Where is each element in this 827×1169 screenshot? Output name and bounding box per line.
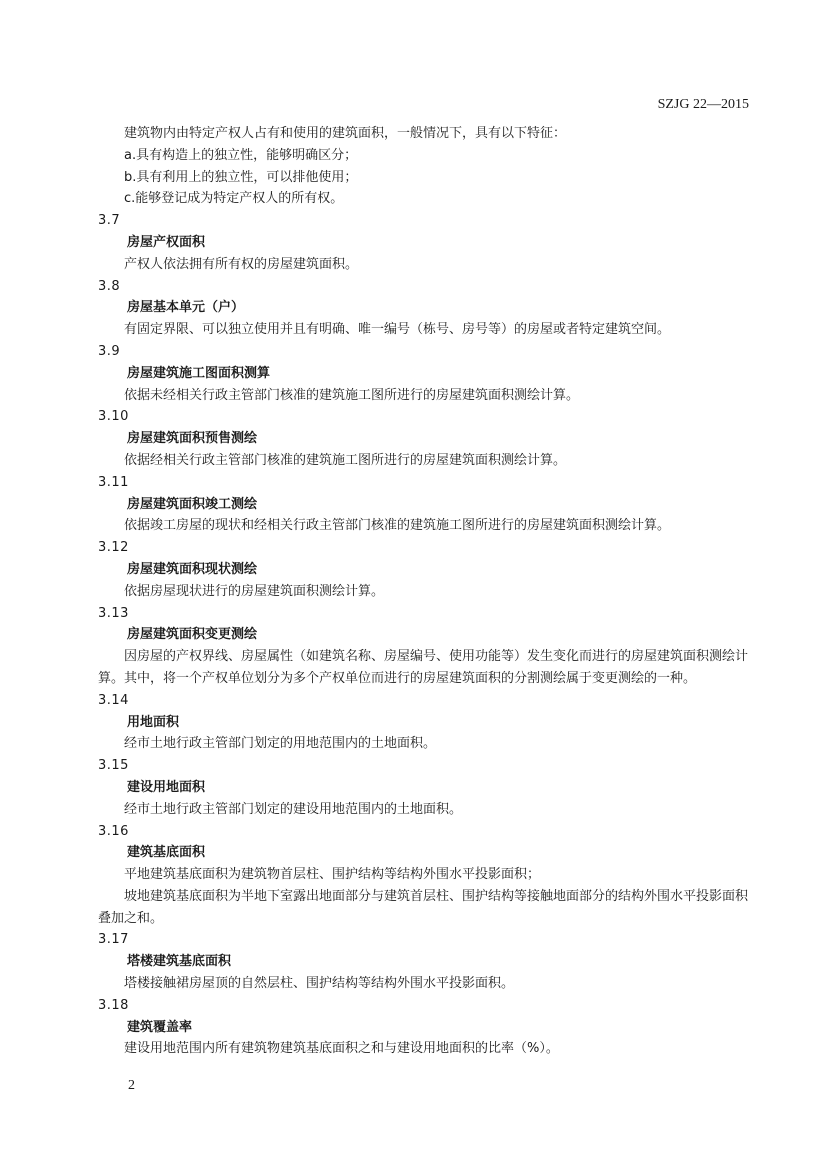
standard-code: SZJG 22—2015 — [657, 97, 749, 112]
section-definition: 建设用地范围内所有建筑物建筑基底面积之和与建设用地面积的比率（%）。 — [124, 1041, 559, 1057]
section-definition: 塔楼接触裙房屋顶的自然层柱、围护结构等结构外围水平投影面积。 — [124, 976, 515, 992]
section-title: 建筑基底面积 — [127, 845, 206, 861]
section-number: 3.7 — [98, 213, 121, 229]
section-title: 房屋产权面积 — [127, 234, 206, 250]
section-3-12 — [98, 537, 753, 602]
section-title: 房屋建筑面积现状测绘 — [127, 561, 258, 577]
section-number: 3.15 — [98, 758, 129, 774]
section-3-16 — [98, 821, 753, 930]
section-3-8 — [98, 276, 753, 341]
section-definition: 产权人依法拥有所有权的房屋建筑面积。 — [124, 256, 359, 272]
section-3-9 — [98, 341, 753, 406]
intro-item: a.具有构造上的独立性，能够明确区分； — [124, 147, 358, 163]
section-3-18 — [98, 995, 753, 1060]
section-number: 3.11 — [98, 474, 129, 490]
section-definition: 有固定界限、可以独立使用并且有明确、唯一编号（栋号、房号等）的房屋或者特定建筑空间。 — [124, 322, 671, 338]
document-body — [98, 123, 753, 1060]
section-definition: 经市土地行政主管部门划定的用地范围内的土地面积。 — [124, 736, 437, 752]
section-number: 3.14 — [98, 692, 129, 708]
section-3-17 — [98, 929, 753, 994]
section-title: 房屋建筑面积预售测绘 — [127, 431, 258, 447]
section-definition: 依据未经相关行政主管部门核准的建筑施工图所进行的房屋建筑面积测绘计算。 — [124, 387, 580, 403]
section-definition: 依据房屋现状进行的房屋建筑面积测绘计算。 — [124, 583, 385, 599]
section-title: 建筑覆盖率 — [127, 1019, 193, 1035]
intro-item: b.具有利用上的独立性，可以排他使用； — [124, 169, 358, 185]
intro-lead: 建筑物内由特定产权人占有和使用的建筑面积，一般情况下，具有以下特征： — [124, 126, 567, 141]
section-3-15 — [98, 755, 753, 820]
section-number: 3.12 — [98, 540, 129, 556]
section-title: 建设用地面积 — [127, 779, 206, 795]
section-definition: 依据经相关行政主管部门核准的建筑施工图所进行的房屋建筑面积测绘计算。 — [124, 452, 567, 468]
section-title: 房屋基本单元（户） — [127, 300, 245, 316]
section-title: 用地面积 — [127, 714, 180, 730]
section-3-10 — [98, 406, 753, 471]
section-number: 3.9 — [98, 343, 121, 359]
section-number: 3.17 — [98, 932, 129, 948]
section-definition: 平地建筑基底面积为建筑物首层柱、围护结构等结构外围水平投影面积； — [124, 867, 541, 883]
section-number: 3.16 — [98, 823, 129, 839]
section-definition: 坡地建筑基底面积为半地下室露出地面部分与建筑首层柱、围护结构等接触地面部分的结构外围水平投影面积叠加之和。 — [98, 888, 749, 926]
section-definition: 经市土地行政主管部门划定的建设用地范围内的土地面积。 — [124, 801, 463, 817]
section-definition: 因房屋的产权界线、房屋属性（如建筑名称、房屋编号、使用功能等）发生变化而进行的房屋建筑面积测绘计算。其中，将一个产权单位划分为多个产权单位而进行的房屋建筑面积的分割测绘属于变更测绘的一种。 — [98, 649, 749, 686]
section-3-7 — [98, 210, 753, 275]
section-3-11 — [98, 472, 753, 537]
section-number: 3.13 — [98, 605, 129, 621]
page-number: 2 — [128, 1078, 135, 1093]
section-title: 房屋建筑施工图面积测算 — [127, 365, 271, 381]
section-3-14 — [98, 690, 753, 755]
section-number: 3.18 — [98, 997, 129, 1013]
section-definition: 依据竣工房屋的现状和经相关行政主管部门核准的建筑施工图所进行的房屋建筑面积测绘计算。 — [124, 518, 671, 534]
section-3-13 — [98, 603, 753, 690]
section-title: 房屋建筑面积竣工测绘 — [127, 496, 258, 512]
section-number: 3.8 — [98, 278, 121, 294]
section-number: 3.10 — [98, 409, 129, 425]
intro-item: c.能够登记成为特定产权人的所有权。 — [124, 191, 344, 207]
section-title: 塔楼建筑基底面积 — [127, 954, 232, 970]
section-title: 房屋建筑面积变更测绘 — [127, 627, 258, 643]
